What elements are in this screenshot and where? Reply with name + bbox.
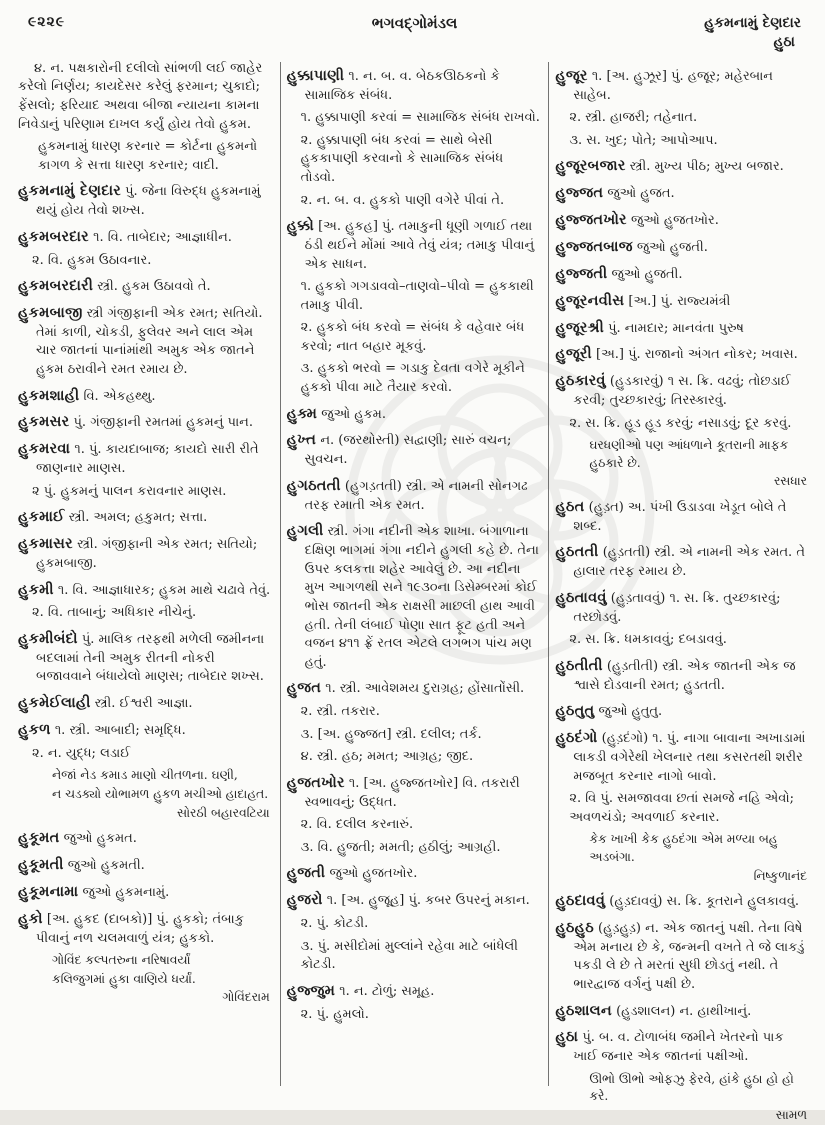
definition-text: પું. નામદાર; માનવંતા પુરુષ: [608, 320, 744, 336]
sense-item: [287, 839, 541, 858]
definition-text: સોરઠી બહારવટિયા: [177, 805, 270, 820]
headword: હુજ્જતબાજ: [555, 237, 633, 255]
dictionary-entry: [287, 66, 541, 105]
definition-text: ૪. સ્ત્રી. હઠ; મમત; આગ્રહ; જીદ.: [300, 749, 474, 765]
dictionary-entry: [555, 588, 809, 627]
definition-text: જુઓ હુજતખોર.: [630, 213, 719, 229]
dictionary-entry: [555, 237, 809, 258]
verse-line: [555, 831, 809, 866]
headword: હુખ્ત: [286, 431, 317, 449]
definition-text: ૨. પું. કોટડી.: [300, 916, 369, 932]
sense-item: [287, 278, 541, 315]
headword: હુઠતીતી: [555, 656, 603, 674]
dictionary-entry: [18, 580, 272, 601]
definition-text: ૧. ન. બ. વ. બેઠકઊઠકનો કે સામાજિક સંબંધ.: [304, 68, 500, 103]
dictionary-entry: [287, 476, 541, 515]
headword: હુકમબાજી: [18, 303, 83, 321]
definition-text: (હુડ઼હુડ઼) ન. એક જાતનું પક્ષી. તેના વિષે એમ મનાય છે કે, જન્મની વખતે તે જે લાકડું પકડી લે છે તે મરતાં સુધી છોડતું નથી. તે ભારદ્વાજ વર્ગનું પક્ષી છે.: [573, 920, 805, 992]
page-body: [0, 54, 825, 1122]
definition-text: ૩. હુકકો ભરવો = ગડાકુ દેવતા વગેરે મૂકીને હુકકો પીવા માટે તૈયાર કરવો.: [300, 361, 525, 396]
verse-line: [555, 1071, 809, 1106]
dictionary-entry: [18, 439, 272, 478]
headword: હુઠતાવવું: [555, 588, 607, 606]
sense-item: [555, 109, 809, 128]
definition-text: ન. (જરથોસ્તી) સદ્વાણી; સારું વચન; સુવચન.: [304, 433, 512, 468]
dictionary-entry: [18, 693, 272, 714]
definition-text: ૧. હુકકો ગગડાવવો–તાણવો–પીવો = હુકકાથી તમાકુ પીવી.: [300, 279, 534, 313]
sense-item: [555, 631, 809, 650]
headword: હુઠકારવું: [555, 372, 606, 390]
headword: હુજત: [286, 679, 322, 697]
definition-text: ૨. ન. યુદ્ધ; લડાઈ: [32, 745, 131, 761]
definition-text: ૩. સ. ખુદ; પોતે; આપોઆપ.: [569, 132, 718, 148]
dict-column: [549, 60, 817, 1122]
headword: હુજ્જુમ: [286, 981, 336, 999]
headword: હુઠશાલન: [555, 1001, 612, 1019]
dictionary-entry: [555, 728, 809, 786]
dictionary-entry: [287, 890, 541, 911]
dictionary-entry: [555, 210, 809, 231]
dictionary-entry: [18, 507, 272, 528]
headword: હુકમીબંદો: [18, 630, 78, 648]
definition-text: ૧. પું. કાયદાબાજ; કાયદો સારી રીતે જાણનાર માણસ.: [36, 442, 259, 477]
sense-item: [287, 726, 541, 745]
definition-text: કેક ખાખી કેક હુઠદંગા એમ મળ્યા બહુ અડબંગા.: [589, 832, 778, 864]
verse-line: [18, 767, 272, 785]
definition-text: ૨. વિ. હુકમ ઉઠાવનાર.: [32, 252, 152, 268]
column-divider: [548, 62, 549, 1086]
headword: હુકમાઈ: [18, 508, 65, 526]
headword: હુકમશાહી: [18, 386, 80, 404]
definition-text: ૧. વિ. આજ્ઞાધારક; હુકમ માથે ચઢાવે તેવું.: [57, 582, 271, 598]
dictionary-entry: [287, 404, 541, 425]
headword: હુજૂરબજાર: [555, 157, 626, 175]
dictionary-entry: [555, 344, 809, 365]
headword: હુજતખોર: [286, 773, 345, 791]
headword: હુગલી: [286, 522, 324, 540]
definition-text: ૨. સ્ત્રી. હાજરી; તહેનાત.: [569, 110, 698, 126]
headword: હુકમનામું દેણદાર: [18, 182, 121, 200]
headword: હુક્મ: [286, 404, 318, 422]
definition-text: જુઓ હુજતી.: [611, 266, 683, 282]
definition-text: સ્ત્રી. ગંજીફાની એક રમત; સતિયો; હુકમબાજી.: [36, 537, 258, 572]
book-title: ભગવદ્ગોમંડલ: [371, 14, 458, 32]
headword: હુજૂરશ્રી: [555, 318, 604, 336]
headword: હુઠા: [555, 1028, 579, 1046]
definition-text: ૧. હુક્કાપાણી કરવાં = સામાજિક સંબંધ રાખવો.: [300, 110, 540, 126]
definition-text: પું. જેના વિરુદ્ધ હુકમનામું થયું હોય તેવો શખ્સ.: [36, 184, 261, 219]
definition-text: [અ. હુકહ] પું. તમાકુની ધૂણી ગળાઈ તથા ઠંડી થઈને મોંમાં આવે તેવું યંત્ર; તમાકુ પીવાનું એક સાધન.: [304, 219, 535, 272]
guide-word-top: હુકમનામું દેણદાર: [704, 15, 801, 31]
definition-text: નેજાં નેડ કમાડ માણો ચીતળના. ઘણી,: [52, 768, 238, 783]
headword: હુકમેઈલાહી: [18, 694, 91, 712]
page-number: ૯૨૨૯: [28, 14, 66, 30]
definition-text: સામળ: [775, 1108, 808, 1122]
dictionary-entry: [18, 534, 272, 573]
dictionary-entry: [555, 1001, 809, 1022]
sense-item: [287, 360, 541, 397]
definition-text: જુઓ હુજતી.: [636, 239, 708, 255]
dictionary-entry: [18, 629, 272, 687]
headword: હુજરો: [286, 891, 323, 909]
headword: હુક્કો: [286, 217, 314, 235]
definition-text: કલિજુગમાં હુકા વાણિયે ધર્યાં.: [52, 971, 196, 986]
headword: હુઠદંગો: [555, 729, 598, 747]
citation-attribution: [555, 473, 807, 491]
definition-text: પું. બ. વ. ટોળાબંધ જમીને ખેતરનો પાક ખાઈ જનાર એક જાતનાં પક્ષીઓ.: [573, 1030, 784, 1065]
headword: હુકમી: [18, 580, 54, 598]
dictionary-entry: [555, 291, 809, 312]
dict-column: [281, 60, 549, 1104]
definition-text: સ્ત્રી ગંજીફાની એક રમત; સતિયો. તેમાં કાળી, ચોકડી, ફુલેવર અને લાલ એમ ચાર જાતનાં પાનાંમાંથી અમુક એક જાતને હુકમ ઠરાવીને રમત રમાય છે.: [36, 305, 263, 377]
sense-item: [287, 748, 541, 767]
guide-words: [704, 14, 801, 52]
definition-text: [અ.] પું. રાજાનો અંગત નોકર; ખવાસ.: [596, 347, 798, 363]
definition-text: ૨. સ. ક્રિ. હૂડ હૂડ કરવું; નસાડવું; દૂર કરવું.: [569, 415, 792, 431]
definition-text: ૩. પું. મસીદોમાં મુલ્લાંને રહેવા માટે બાંધેલી કોટડી.: [300, 938, 518, 973]
dictionary-entry: [555, 542, 809, 581]
definition-text: ૨. પું. હુમલો.: [300, 1006, 369, 1022]
definition-text: જુઓ હુકમનામું.: [82, 884, 170, 900]
dictionary-entry: [287, 981, 541, 1002]
definition-text: ૧. ન. ટોળું; સમૂહ.: [339, 983, 435, 999]
sense-item: [555, 415, 809, 434]
definition-text: સ્ત્રી. ગંગા નદીની એક શાખા. બંગાળાના દક્ષિણ ભાગમાં ગંગા નદીને હુગલી કહે છે. તેના ઉપર કલકત્તા શહેર આવેલું છે. આ નદીના મુખ આગળથી સને ૧૯૩૦ના ડિસેમ્બરમાં કોઈ ભોસ જાતની એક રાક્ષસી માછલી હાથ આવી હતી. તેની લંબાઈ પોણા સાત ફૂટ હતી અને વજન ૪૧૧ ફ્રેં રતલ એટલે લગભગ પાંચ મણ હતું.: [304, 524, 539, 670]
definition-text: ૨. સ. ક્રિ. ધમકાવવું; દબડાવવું.: [569, 632, 727, 648]
verse-line: [18, 786, 272, 804]
sense-item: [287, 816, 541, 835]
definition-text: ગોવિંદરામ: [222, 990, 270, 1005]
definition-text: ૨. હુકકો બંધ કરવો = સંબંધ કે વહેવાર બંધ કરવો; નાત બહાર મૂકવું.: [300, 320, 525, 354]
headword: હુજૂરી: [555, 345, 592, 363]
sense-item: [18, 483, 272, 502]
headword: હુઠહુઠ: [555, 918, 594, 936]
guide-word-bottom: હુઠા: [773, 33, 795, 50]
definition-text: સ્ત્રી. ઈશ્વરી આજ્ઞા.: [94, 696, 193, 712]
definition-text: ન ચડક્યો યોભામળ હુકળ મચીઓ હાદાહત.: [52, 786, 269, 801]
headword: હુક્કાપાણી: [286, 66, 345, 84]
dictionary-entry: [18, 909, 272, 948]
dictionary-entry: [287, 216, 541, 274]
dictionary-entry: [287, 521, 541, 672]
definition-text: (હુગડ઼તતી) સ્ત્રી. એ નામની સોનગઢ તરફ રમાતી એક રમત.: [304, 478, 528, 513]
sense-item: [18, 252, 272, 271]
dictionary-entry: [555, 656, 809, 695]
headword: હુકમસર: [18, 413, 70, 431]
definition-text: ઘરધણીઓ પણ આંધળાને કૂતરાની માફક હુઠકારે છે.: [589, 438, 789, 470]
definition-text: ૩. [અ. હુજ્જત] સ્ત્રી. દલીલ; તર્ક.: [300, 726, 482, 742]
definition-text: સ્ત્રી. મુખ્ય પીઠ; મુખ્ય બજાર.: [629, 159, 784, 175]
dictionary-entry: [555, 371, 809, 410]
sense-item: [18, 745, 272, 764]
headword: હુજ્જતી: [555, 264, 608, 282]
dictionary-entry: [18, 412, 272, 433]
definition-text: વિ. એકહથ્થુ.: [83, 388, 156, 404]
dictionary-entry: [555, 701, 809, 722]
headword: હુકમબરદારી: [18, 277, 94, 295]
definition-text: ૧. સ્ત્રી. આબાદી; સમૃદ્ધિ.: [54, 722, 186, 738]
headword: હુકૂમત: [18, 829, 60, 847]
definition-text: નિષ્કુળાનંદ: [753, 868, 808, 883]
definition-text: હુકમનામું ધારણ કરનાર = કોર્ટના હુકમનો કાગળ કે સત્તા ધારણ કરનાર; વાદી.: [38, 139, 258, 173]
verse-line: [18, 952, 272, 970]
definition-text: ૨. વિ. તાબાનું; અધિકાર નીચેનું.: [32, 605, 197, 621]
definition-text: [અ.] પું. રાજ્યમંત્રી: [628, 293, 731, 309]
headword: હુકૂમનામા: [18, 882, 79, 900]
dictionary-entry: [555, 1027, 809, 1066]
sense-item: [287, 938, 541, 975]
dictionary-entry: [287, 773, 541, 812]
headword: હુકમબરદાર: [18, 227, 89, 245]
definition-text: ૨. વિ. દલીલ કરનારું.: [300, 817, 414, 833]
dictionary-entry: [18, 227, 272, 248]
definition-text: સ્ત્રી. હુકમ ઉઠાવવો તે.: [97, 279, 211, 295]
dictionary-entry: [555, 497, 809, 536]
definition-text: (હુડકારવું) ૧ સ. ક્રિ. વઢવું; તોછડાઈ કરવી; તુચ્છકારવું; તિરસ્કારવું.: [573, 374, 791, 409]
dictionary-entry: [555, 156, 809, 177]
dictionary-entry: [555, 264, 809, 285]
headword: હુકમાસર: [18, 535, 73, 553]
headword: હુઠતતી: [555, 543, 599, 561]
sense-item: [287, 319, 541, 356]
sense-item: [18, 604, 272, 623]
citation-attribution: [555, 1107, 807, 1125]
definition-text: (હુડ઼દંગો) ૧. પું. નાગા બાવાના અખાડામાં લાકડી વગેરેથી ખેલનાર તથા કસરતથી શરીર મજબૂત કરનાર નાગો બાવો.: [573, 731, 806, 784]
definition-text: ૪. ન. પક્ષકારોની દલીલો સાંભળી લઈ જાહેર કરેલો નિર્ણય; કાયદેસર કરેલું ફરમાન; ચુકાદો; ફેંસલો; ફરિયાદ અથવા બીજા ન્યાયના કામના નિવેડાનું પરિણામ દાખલ કર્યું હોય તેવો હુકમ.: [18, 60, 263, 132]
definition-text: (હુડ઼તાવવું) ૧. સ. ક્રિ. તુચ્છકારવું; તરછોડવું.: [573, 590, 781, 625]
definition-text: ૧. [અ. હુજૂહ] પું. કબર ઉપરનું મકાન.: [326, 893, 530, 909]
definition-text: [અ. હુકદ (દાબકો)] પું. હુકકો; તંબાકુ પીવાનું નળ ચલમવાળું યંત્ર; હુકકો.: [36, 911, 244, 946]
definition-text: જુઓ હુકમતી.: [67, 857, 145, 873]
dictionary-entry: [18, 720, 272, 741]
dictionary-entry: [18, 386, 272, 407]
column-divider: [280, 62, 281, 1086]
definition-text: ૨ પું. હુકમનું પાલન કરાવનાર માણસ.: [32, 483, 227, 499]
definition-text: જુઓ હુતુતુ.: [598, 704, 663, 720]
page-header: [0, 0, 825, 54]
definition-text: ૧. [અ. હુઝૂર] પું. હજૂર; મહેરબાન સાહેબ.: [573, 68, 773, 103]
dictionary-entry: [18, 855, 272, 876]
definition-text: ૨. ન. બ. વ. હુકકો પાણી વગેરે પીવાં તે.: [300, 192, 505, 208]
headword: હુજૂરનવીસ: [555, 291, 625, 309]
definition-text: જુઓ હુકમ.: [321, 406, 386, 422]
dictionary-entry: [18, 181, 272, 220]
citation-attribution: [555, 868, 807, 886]
definition-text: રસધાર: [773, 474, 808, 489]
citation-attribution: [18, 805, 270, 823]
definition-text: (હુડ઼દાવવું) સ. ક્રિ. કૂતરાને હુલકાવવું.: [609, 894, 800, 910]
headword: હુજ્જત: [555, 184, 604, 202]
sense-item: [287, 1006, 541, 1025]
dictionary-entry: [555, 318, 809, 339]
definition-text: સ્ત્રી. અમલ; હકુમત; સત્તા.: [68, 510, 208, 526]
dictionary-entry: [287, 863, 541, 884]
dictionary-entry: [18, 303, 272, 380]
definition-text: ગોવિંદ કલ્પતરુના નરિષાવર્યાં: [52, 953, 191, 968]
definition-text: (હુડ઼ત) અ. પંખી ઉડાડવા ખેડૂત બોલે તે શબ્દ.: [573, 500, 787, 534]
dictionary-entry: [555, 918, 809, 995]
headword: હુઠદાવવું: [555, 892, 606, 910]
definition-text: જુઓ હુજતખોર.: [329, 866, 418, 882]
sense-item: [555, 790, 809, 827]
citation-attribution: [18, 989, 270, 1007]
definition-text: ૧. વિ. તાબેદાર; આજ્ઞાધીન.: [93, 229, 232, 245]
definition-text: ૧. સ્ત્રી. આવેશમય દુરાગ્રહ; હોંસાતોંસી.: [325, 681, 525, 697]
definition-text: (હુડ઼તતી) સ્ત્રી. એ નામની એક રમત. તે હાલાર તરફ રમાય છે.: [573, 545, 805, 580]
sense-item: [287, 915, 541, 934]
continued-definition: [18, 60, 272, 134]
idiom-line: [18, 138, 272, 175]
sense-item: [287, 192, 541, 211]
dictionary-entry: [287, 430, 541, 469]
dictionary-entry: [18, 828, 272, 849]
definition-text: ૨. વિ પું. સમજાવવા છતાં સમજે નહિ એવો; અવળચંડો; અવળાઈ કરનાર.: [569, 791, 794, 825]
sense-item: [287, 132, 541, 188]
definition-text: ૩. વિ. હુજતી; મમતી; હઠીલું; આગ્રહી.: [300, 839, 501, 855]
dict-column: [12, 60, 280, 1104]
dictionary-entry: [555, 183, 809, 204]
headword: હુજતી: [286, 864, 326, 882]
headword: હુજૂર: [555, 66, 588, 84]
headword: હુઠત: [555, 498, 585, 515]
verse-line: [555, 437, 809, 472]
definition-text: પું. માલિક તરફથી મળેલી જમીનના બદલામાં તેની અમુક રીતની નોકરી બજાવવાને બંધાયેલો માણસ; તાબેદાર શખ્સ.: [36, 632, 265, 685]
definition-text: ૨. સ્ત્રી. તકરાર.: [300, 704, 380, 720]
definition-text: ૨. હુક્કાપાણી બંધ કરવાં = સાથે બેસી હુકકાપાણી કરવાનો કે સામાજિક સંબંધ તોડવો.: [300, 132, 504, 185]
headword: હુકળ: [18, 720, 51, 738]
headword: હુઠતુતુ: [555, 702, 595, 720]
definition-text: ઊભો ઊભો ઓફઝુ ફેરવે, હાંકે હુઠા હો હો કરે.: [589, 1071, 794, 1104]
sense-item: [287, 109, 541, 128]
sense-item: [287, 703, 541, 722]
definition-text: (હુડશાલન) ન. હાથીખાનું.: [616, 1003, 752, 1019]
dictionary-entry: [555, 66, 809, 105]
dictionary-entry: [555, 891, 809, 912]
dictionary-entry: [18, 882, 272, 903]
definition-text: જુઓ હુજત.: [607, 186, 675, 202]
dictionary-entry: [18, 276, 272, 297]
definition-text: પું. ગંજીફાની રમતમાં હુકમનું પાન.: [73, 415, 253, 431]
headword: હુકમરવા: [18, 440, 71, 458]
headword: હુકૂમતી: [18, 855, 64, 873]
headword: હુગઠતતી: [286, 476, 341, 494]
definition-text: ૧. [અ. હુજ્જતખોર] વિ. તકરારી સ્વભાવનું; ઉદ્ધત.: [304, 775, 520, 810]
headword: હુજ્જતખોર: [555, 211, 627, 229]
dictionary-entry: [287, 678, 541, 699]
verse-line: [18, 971, 272, 989]
definition-text: (હુડ઼તીતી) સ્ત્રી. એક જાતની એક જ શ્વાસે દોડવાની રમત; હુડતતી.: [573, 658, 796, 693]
headword: હુકો: [18, 909, 43, 927]
sense-item: [555, 132, 809, 151]
definition-text: જુઓ હુકમત.: [63, 831, 137, 847]
